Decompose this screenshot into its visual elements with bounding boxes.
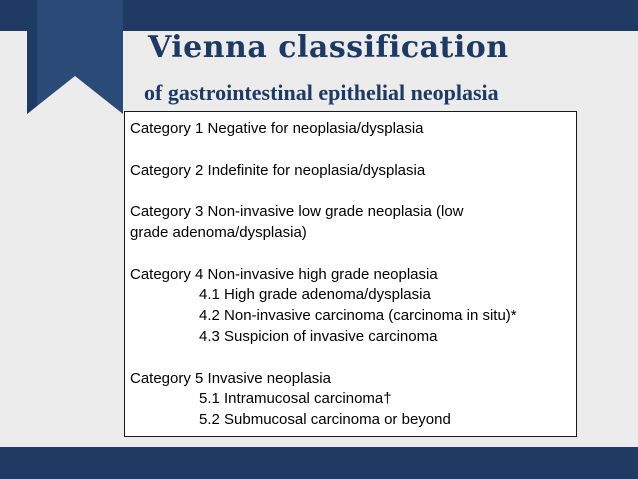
category-4-1: 4.1 High grade adenoma/dysplasia (199, 286, 431, 304)
category-5: Category 5 Invasive neoplasia (130, 369, 331, 387)
slide-subtitle: of gastrointestinal epithelial neoplasia (144, 80, 499, 105)
category-4-3: 4.3 Suspicion of invasive carcinoma (199, 327, 438, 345)
category-4-2: 4.2 Non-invasive carcinoma (carcinoma in situ)* (199, 307, 517, 325)
spacer (130, 348, 576, 369)
spacer (130, 140, 576, 161)
spacer (130, 181, 576, 202)
classification-box (124, 111, 577, 437)
category-2: Category 2 Indefinite for neoplasia/dysplasia (130, 161, 426, 179)
spacer (130, 244, 576, 265)
category-3-line-1: Category 3 Non-invasive low grade neoplasia (low (130, 203, 464, 221)
category-4: Category 4 Non-invasive high grade neoplasia (130, 265, 438, 283)
slide-title: Vienna classification (148, 30, 509, 65)
bottom-band (0, 447, 638, 479)
category-5-1: 5.1 Intramucosal carcinoma† (199, 390, 392, 408)
category-5-2: 5.2 Submucosal carcinoma or beyond (199, 411, 451, 429)
category-1: Category 1 Negative for neoplasia/dysplasia (130, 120, 424, 137)
category-3-line-2: grade adenoma/dysplasia) (130, 223, 307, 241)
bookmark-ribbon-icon (27, 0, 123, 114)
